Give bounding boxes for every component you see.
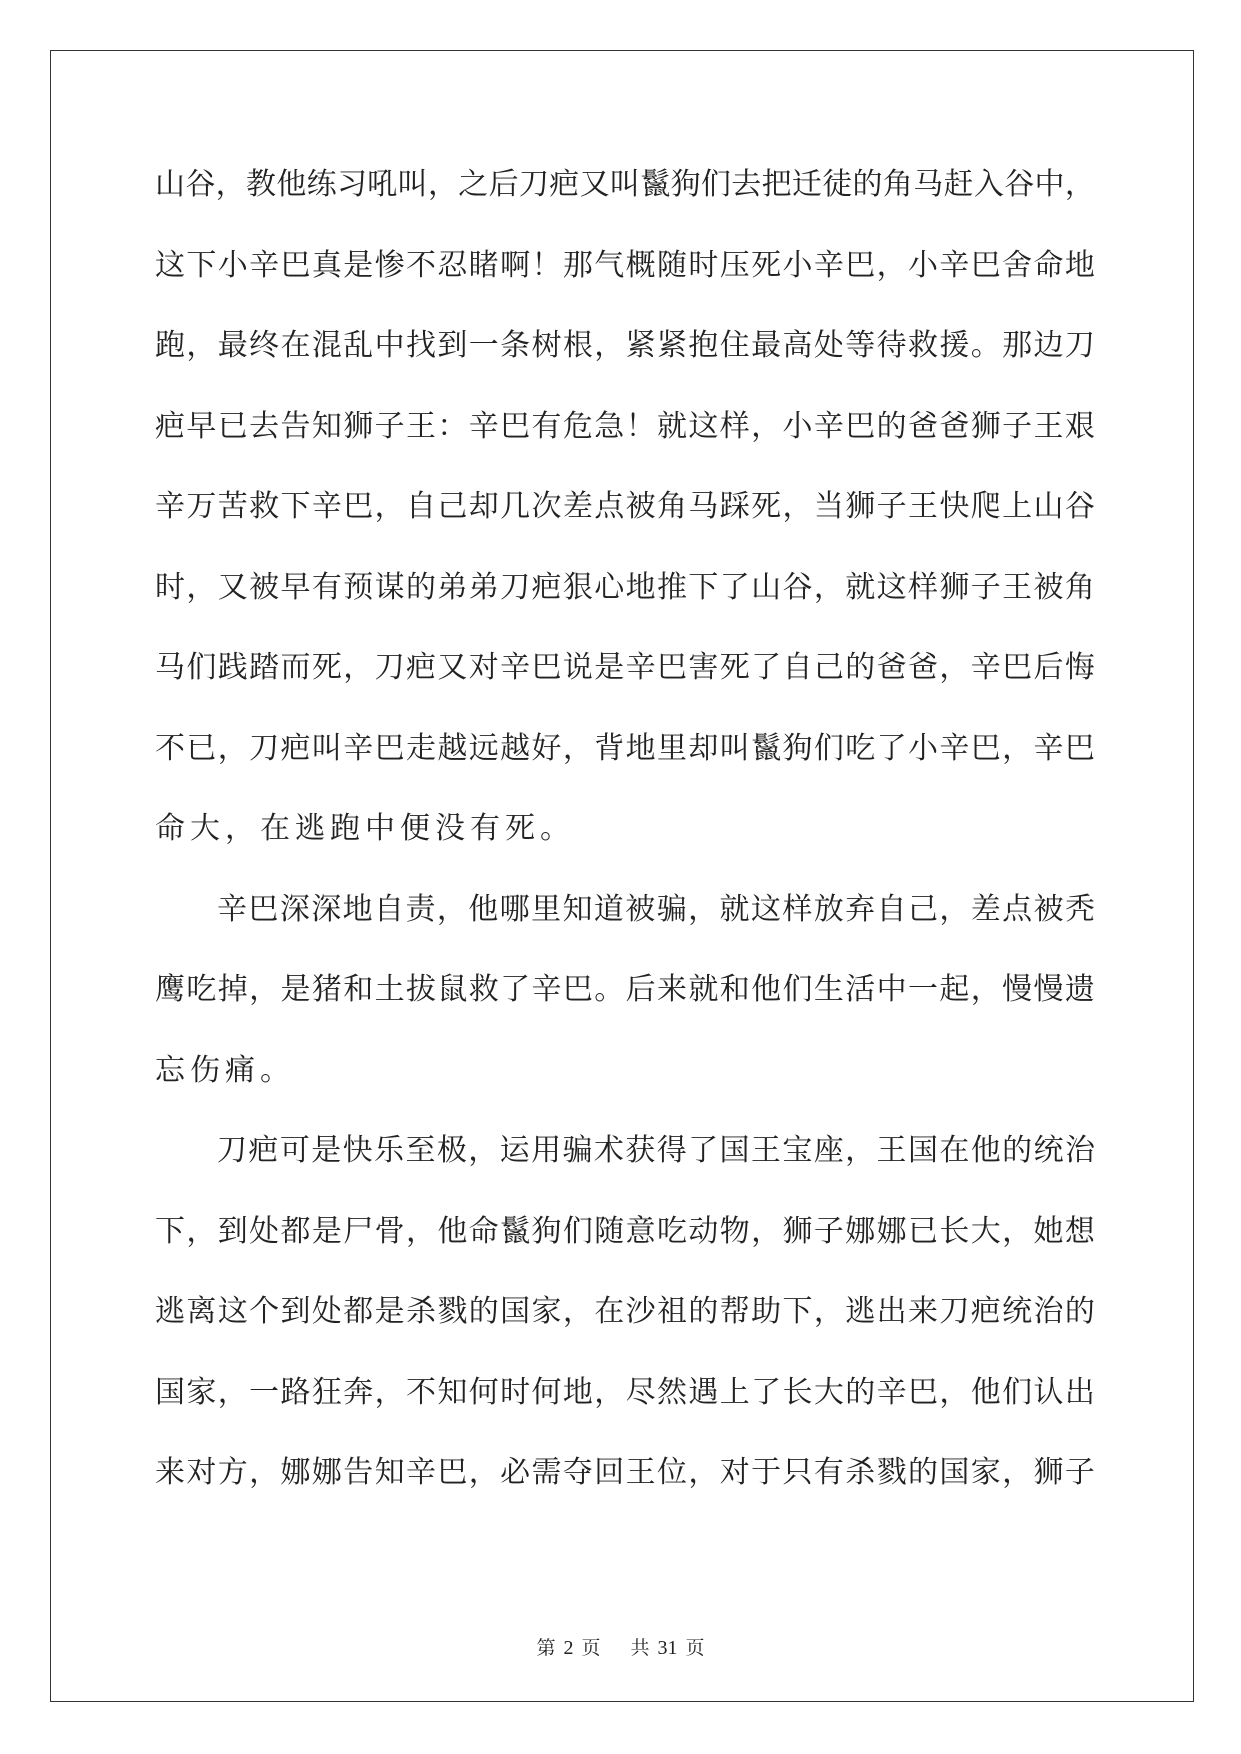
page-footer bbox=[0, 1637, 1241, 1659]
text-line: 这 下 小 辛 巴 真 是 惨 不 忍 睹 啊 ！ 那 气 概 随 时 压 死 小 辛 巴 ， 小 辛 巴 舍 命 地 bbox=[155, 247, 1095, 283]
text-line: 来 对 方 ， 娜 娜 告 知 辛 巴 ， 必 需 夺 回 王 位 ， 对 于 只 有 杀 戮 的 国 家 ， 狮 子 bbox=[155, 1455, 1095, 1490]
document-body bbox=[155, 167, 1095, 1536]
text-line: 忘伤痛。 bbox=[155, 1052, 295, 1088]
text-line: 疤 早 已 去 告 知 狮 子 王 ： 辛 巴 有 危 急 ！ 就 这 样 ， 小 辛 巴 的 爸 爸 狮 子 王 艰 bbox=[155, 408, 1095, 444]
text-line: 不 已 ， 刀 疤 叫 辛 巴 走 越 远 越 好 ， 背 地 里 却 叫 鬣 狗 们 吃 了 小 辛 巴 ， 辛 巴 bbox=[155, 730, 1095, 766]
text-line: 逃 离 这 个 到 处 都 是 杀 戮 的 国 家 ， 在 沙 祖 的 帮 助 下 ， 逃 出 来 刀 疤 统 治 的 bbox=[155, 1294, 1095, 1329]
text-line: 命大，在逃跑中便没有死。 bbox=[155, 811, 575, 846]
current-page-number: 2 bbox=[563, 1637, 574, 1659]
text-line: 山 谷 ， 教 他 练 习 吼 叫 ， 之 后 刀 疤 又 叫 鬣 狗 们 去 把 迁 徒 的 角 马 赶 入 谷 中 ， bbox=[155, 167, 1095, 202]
text-line: 跑 ， 最 终 在 混 乱 中 找 到 一 条 树 根 ， 紧 紧 抱 住 最 高 处 等 待 救 援 。 那 边 刀 bbox=[155, 328, 1095, 363]
page-label-unit: 页 bbox=[581, 1637, 601, 1659]
total-label-prefix: 共 bbox=[630, 1637, 650, 1659]
page-label-prefix: 第 bbox=[536, 1637, 556, 1659]
text-line: 时 ， 又 被 早 有 预 谋 的 弟 弟 刀 疤 狠 心 地 推 下 了 山 谷 ， 就 这 样 狮 子 王 被 角 bbox=[155, 569, 1095, 605]
text-line: 刀 疤 可 是 快 乐 至 极 ， 运 用 骗 术 获 得 了 国 王 宝 座 ， 王 国 在 他 的 统 治 bbox=[217, 1133, 1095, 1168]
total-label-unit: 页 bbox=[685, 1637, 705, 1659]
text-line: 下 ， 到 处 都 是 尸 骨 ， 他 命 鬣 狗 们 随 意 吃 动 物 ， 狮 子 娜 娜 已 长 大 ， 她 想 bbox=[155, 1213, 1095, 1249]
text-line: 辛 万 苦 救 下 辛 巴 ， 自 己 却 几 次 差 点 被 角 马 踩 死 ， 当 狮 子 王 快 爬 上 山 谷 bbox=[155, 489, 1095, 524]
text-line: 鹰 吃 掉 ， 是 猪 和 土 拔 鼠 救 了 辛 巴 。 后 来 就 和 他 们 生 活 中 一 起 ， 慢 慢 遗 bbox=[155, 972, 1095, 1007]
total-pages-number: 31 bbox=[657, 1637, 678, 1659]
text-line: 辛 巴 深 深 地 自 责 ， 他 哪 里 知 道 被 骗 ， 就 这 样 放 弃 自 己 ， 差 点 被 秃 bbox=[217, 891, 1095, 927]
text-line: 马 们 践 踏 而 死 ， 刀 疤 又 对 辛 巴 说 是 辛 巴 害 死 了 自 己 的 爸 爸 ， 辛 巴 后 悔 bbox=[155, 650, 1095, 685]
text-line: 国 家 ， 一 路 狂 奔 ， 不 知 何 时 何 地 ， 尽 然 遇 上 了 长 大 的 辛 巴 ， 他 们 认 出 bbox=[155, 1374, 1095, 1410]
